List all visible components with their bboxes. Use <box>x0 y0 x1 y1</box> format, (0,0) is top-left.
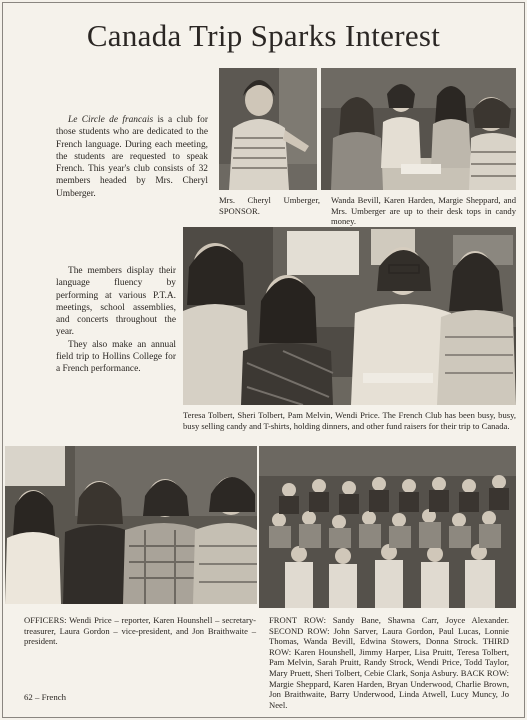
four-members-photo <box>183 227 516 405</box>
club-name: Le Circle de francais <box>68 115 154 125</box>
club-rows-caption: FRONT ROW: Sandy Bane, Shawna Carr, Joyce Alexander. SECOND ROW: John Sarver, Laura Gordon, Paul Lucas, Lonnie Thomas, Wanda Bevill, Edwina Stowers, Donna Strock. THIRD ROW: Karen Hounshell, Jimmy Harper, Lisa Pruitt, Teresa Tolbert, Pam Melvin, Sarah Pruitt, Randy Strock, Wendi Price, Todd Taylor, Mary Pruett, Sheri Tolbert, Cebie Clark, Sonja Asbury. BACK ROW: Margie Sheppard, Karen Harden, Bryan Underwood, Charlie Brown, Jon Braithwaite, Barry Underwood, Linda Atwell, Lucy Muncy, Jo Neel. <box>269 615 509 710</box>
club-group-photo <box>259 446 516 608</box>
candy-caption: Wanda Bevill, Karen Harden, Margie Sheppard, and Mrs. Umberger are up to their desk tops in candy money. <box>331 195 516 227</box>
sponsor-photo <box>219 68 317 190</box>
officers-photo <box>5 446 257 604</box>
officers-caption: OFFICERS: Wendi Price – reporter, Karen Hounshell – secretary-treasurer, Laura Gordon – vice-president, and Jon Braithwaite – president. <box>24 615 256 647</box>
intro-text: is a club for those students who are dedicated to the French language. During each meeting, the students are requested to speak French. This year's club consists of 32 members headed by Mrs. Cheryl Umberger. <box>56 115 208 199</box>
page-folio: 62 – French <box>24 692 67 702</box>
body-paragraph-2: They also make an annual field trip to Hollins College for a French performance. <box>56 339 176 375</box>
candy-money-photo <box>321 68 516 190</box>
intro-paragraph <box>56 114 208 200</box>
body-paragraph-1: The members display their language fluency by performing at various P.T.A. meetings, school assemblies, and concerts throughout the year. <box>56 266 176 338</box>
body-text <box>56 265 176 376</box>
four-members-caption: Teresa Tolbert, Sheri Tolbert, Pam Melvin, Wendi Price. The French Club has been busy, busy, busy selling candy and T-shirts, holding dinners, and other fund raisers for their trip to Canada. <box>183 410 516 431</box>
sponsor-caption: Mrs. Cheryl Umberger, SPONSOR. <box>219 195 320 216</box>
page-title: Canada Trip Sparks Interest <box>86 18 441 53</box>
